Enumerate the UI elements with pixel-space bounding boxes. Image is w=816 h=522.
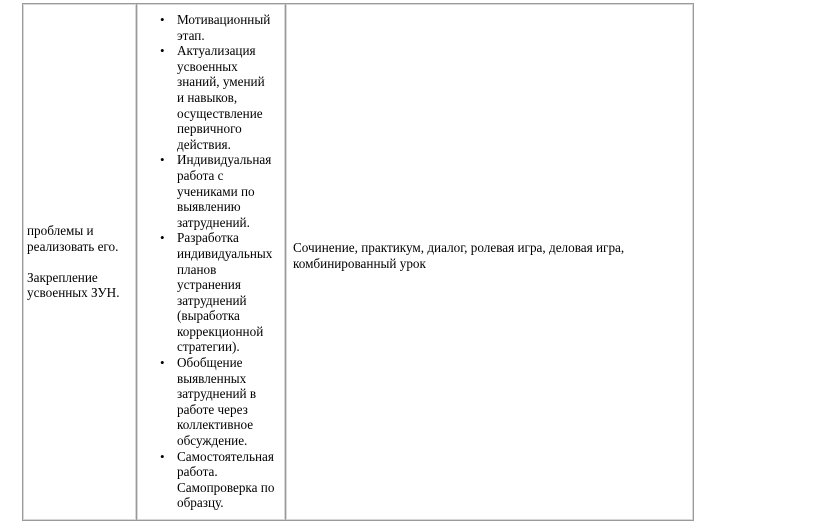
list-item: • Самостоятельная работа. Самопроверка по образцу. <box>141 449 281 511</box>
list-item: • Мотивационный этап. <box>141 12 281 43</box>
list-item: • Разработка индивидуальных планов устранения затруднений (выработка коррекционной стратегии). <box>141 230 281 355</box>
forms-cell <box>286 4 694 521</box>
list-item: • Обобщение выявленных затруднений в работе через коллективное обсуждение. <box>141 355 281 449</box>
goal-text: проблемы и реализовать его. <box>27 223 119 254</box>
forms-text: Сочинение, практикум, диалог, ролевая игра, деловая игра, комбинированный урок <box>293 240 625 271</box>
list-item: • Актуализация усвоенных знаний, умений и навыков, осуществление первичного действия. <box>141 43 281 152</box>
stages-list <box>141 12 281 511</box>
stages-cell <box>137 4 286 521</box>
stage-goal-cell <box>23 4 137 521</box>
list-item: • Индивидуальная работа с учениками по выявлению затруднений. <box>141 152 281 230</box>
consolidation-text: Закрепление усвоенных ЗУН. <box>27 269 120 301</box>
table-row <box>23 4 694 521</box>
lesson-table <box>22 3 694 521</box>
